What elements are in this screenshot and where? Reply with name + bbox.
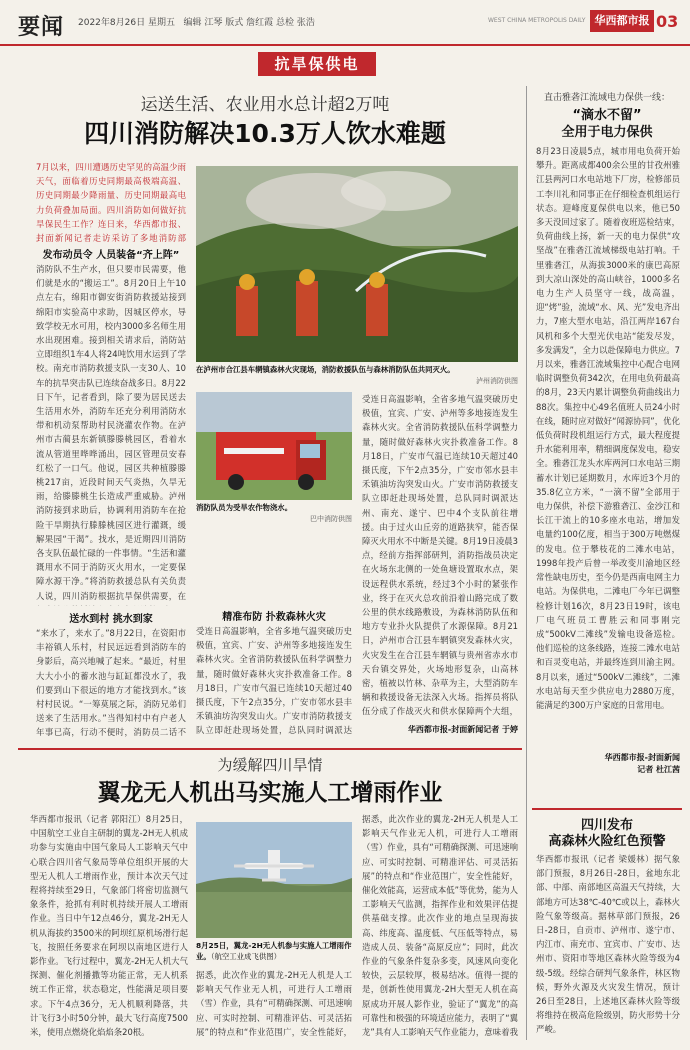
story2-kicker: 为缓解四川旱情 bbox=[217, 756, 323, 774]
story2-col3-text: 据悉，此次作业的翼龙-2H无人机是人工影响天气作业无人机，可进行人工增雨（雪）作业，具有“可精确探测、可迅速响应、可实时控制、可精准评估、可灵活拓展”的特点和“作业范围广，安全性能好，催化效能高，运营成本低”等优势，能为人工影响天气监测，指挥作业和效果评估提供基础支撑。此次作业的地点呈现海拔高、纬度高、温度低、气压低等特点，易造成人员、装备“高原反应”；同时，此次作业的气象条件复杂多变，风速风向变化较快，云层较厚，极易结冰。值得一提的是，创新性使用翼龙-2H大型无人机在高原成功开展人影作业，验证了“翼龙”的高可靠性和极强的环境适应能力，表明了“翼龙”具有人工影响天气作业能力，意味着我 bbox=[362, 814, 518, 1038]
side2-headline-1: 四川发布 bbox=[580, 818, 633, 833]
editors-line: 编辑 江琴 版式 詹红霞 总检 张浩 bbox=[183, 18, 315, 28]
story1-headline: 四川消防解决10.3万人饮水难题 bbox=[84, 119, 446, 148]
issue-date: 2022年8月26日 星期五 编辑 江琴 版式 詹红霞 总检 张浩 bbox=[78, 18, 315, 28]
photo-drone bbox=[196, 822, 352, 938]
side1-signature-1: 华西都市报-封面新闻 bbox=[604, 753, 680, 762]
story-divider bbox=[18, 748, 522, 750]
story1-col1b-text: “来水了，来水了。”8月22日，在资阳市丰裕镇人乐村，村民远远看到消防车的身影后，高兴地喊了起来。“最近，村里大大小小的蓄水池与缸缸都没水了，我们要到山下很远的地方才能找到水。”该村村民说。“一筹莫展之际，消防兄弟们送来了生活用水。”当得知村中有户老人年事已高，行动不便时，消防员二话不 bbox=[36, 628, 186, 738]
story2-col1-text: 华西都市报讯（记者 郭阳江）8月25日，中国航空工业自主研制的翼龙-2H无人机成功参与实施由中国气象局人工影响天气中心联合四川省气象局等单位组织开展的大型无人机人工增雨作业，预计本次天气过程将持续至29日，气象部门将密切监测气象条件，抢抓有利时机持续开展人工增雨作业。当日中午12点46分，翼龙-2H无人机从海拔约3500米的阿坝红原机场滑行起飞，按照任务要求在阿坝以南地区进行人影作业。飞行过程中，翼龙-2H无人机大气探测、催化剂播撒等功能正常，无人机系统工作正常，状态稳定，性能满足项目要求。下午4点36分，无人机顺利降落，共计飞行3小时50分钟，最大飞行高度7500米，使用点燃烧化焰焰条20根。 bbox=[30, 814, 188, 1038]
brand-english: WEST CHINA METROPOLIS DAILY bbox=[488, 17, 586, 24]
story2-headline: 翼龙无人机出马实施人工增雨作业 bbox=[97, 780, 443, 806]
page-number: 03 bbox=[656, 12, 679, 31]
topic-banner: 抗旱保供电 bbox=[258, 52, 376, 76]
photo-drone-caption: 8月25日，翼龙-2H无人机参与实施人工增雨作业。（航空工业成飞供图） bbox=[196, 941, 352, 961]
story1-col2b-text: 受连日高温影响，全省多地气温突破历史极值，宜宾、广安、泸州等多地接连发生森林火灾。全省消防救援队伍科学调整力量，随时做好森林火灾扑救准备工作。8月18日，广安市气温已连续10天超过40摄氏度，下午2点35分，广安市邻水县丰禾镇油坊沟突发山火。广安市消防救援支队立即赶赴现场处置，总队同时调派达 bbox=[196, 626, 352, 736]
side2-headline-2: 高森林火险红色预警 bbox=[548, 834, 666, 849]
column-divider bbox=[526, 86, 527, 1040]
side1-headline-1: “滴水不留” bbox=[572, 108, 642, 123]
story1-signature: 华西都市报-封面新闻记者 于婷 bbox=[407, 725, 518, 734]
story1-subhead-1: 发布动员令 人员装备“齐上阵” bbox=[42, 250, 180, 261]
side2-top-rule bbox=[532, 808, 682, 810]
story1-col1-text: 消防队不生产水，但只要市民需要，他们就是水的“搬运工”。8月20日上午10点左右，绵阳市御安街消防救援站接到绵阳市实验高中求助，因城区停水，导致学校无水可用，校内3000多名师生用水出现困难。接到相关请求后，消防站立即组织1车4人将24吨饮用水运到了学校。南充市消防救援支队一支30人、10车的抗旱突击队已连续奋战多日。8月22日下午，记者看到，除了要为居民送去生活用水外，消防车还充分利用消防水带和机动泵帮助村民浇灌农作物。在泸州市古蔺县东新镇滕滕桃园区，看着水流从管道里哗哗涌出，园区管理员安春红松了一口气。他说，园区共种植滕滕桃217亩，近段时间天气炎热，久旱无雨，给滕滕桃生长造成严重威胁。泸州消防接到求助后，协调利用消防车在抢险干旱期执行滕滕桃园区进行灌溉，缓解果园“干渴”。找水，是近期四川消防各支队伍最忙碌的一件事情。“生活和灌溉用水不同于消防灭火用水，一定要保障水源干净。”将消防救援总队有关负责人说，四川消防根据抗旱保供需要，在 bbox=[36, 264, 186, 601]
photo-fire-truck bbox=[196, 392, 352, 500]
story2-col2-text: 据悉，此次作业的翼龙-2H无人机是人工影响天气作业无人机，可进行人工增雨（雪）作业，具有“可精确探测、可迅速响应、可实时控制、可精准评估、可灵活拓展”的特点和“作业范围广，安全性能好， bbox=[196, 970, 352, 1037]
photo-forest-fire-credit: 泸州消防供图 bbox=[476, 377, 518, 385]
photo-drone-credit: （航空工业成飞供图） bbox=[210, 952, 282, 961]
side1-headline-2: 全用于电力保供 bbox=[561, 125, 653, 140]
story1-kicker: 运送生活、农业用水总计超2万吨 bbox=[140, 95, 390, 115]
newspaper-logo: 华西都市报 bbox=[590, 10, 654, 32]
side1-signature-2: 记者 杜江茜 bbox=[637, 765, 680, 774]
story1-col3-text: 受连日高温影响，全省多地气温突破历史极值，宜宾、广安、泸州等多地接连发生森林火灾。全省消防救援队伍科学调整力量，随时做好森林火灾扑救准备工作。8月18日，广安市气温已连续10天超过40摄氏度，下午2点35分，广安市邻水县丰禾镇油坊沟突发山火。广安市消防救援支队立即赶赴现场处置，总队同时调派达州、南充、遂宁、巴中4个支队前往增援。由于过火山丘旁的道路狭窄，能否保障灭火用水不中断是关键。8月19日凌晨3点，经前方指挥部研判，消防指战员决定在火场东北侧的一处鱼塘设置取水点，架设远程供水系统，经过3个小时的紧张作业，终于在灭火总攻前沿着山路完成了数公里的供水线路敷设，为森林消防队伍和地方专业扑火队提供了水源保障。8月21日，泸州市合江县车辋镇突发森林火灾，火灾发生在合江县车辋镇与贵州省赤水市天台镇交界处，火场地形复杂，山高林密，植被以竹林、杂草为主，大型消防车辆和救援设备无法深入火场。指挥员将队伍分成了作战灭火和供水保障两个大组， bbox=[362, 394, 518, 717]
photo-fire-truck-credit: 巴中消防供图 bbox=[310, 515, 352, 523]
side1-kicker: 直击雅砻江流域电力保供一线： bbox=[543, 93, 670, 103]
story1-subhead-2: 送水到村 挑水到家 bbox=[69, 614, 153, 625]
photo-fire-truck-caption: 消防队员为受旱农作物浇水。 bbox=[196, 503, 293, 512]
side1-text: 8月23日凌晨5点，城市用电负荷开始攀升。距离成都400余公里的甘孜州雅江县两河口水电站地下厂房，检修部员工李川礼和同事正在仔细检查机组运行状态。迎峰度夏保供电以来，他已50多天没回过家了。随着夜班巡检结束，负荷曲线上扬，新一天的电力保供“攻坚战”在雅砻江流域梯级电站打响。千里雅砻江，从海拔3000米的康巴高原到大凉山深处的高山峡谷，1000多名电力生产人员坚守一线，战高温，迎“烤”验，流域“水、风、光”发电齐出力，7座大型水电站，沿江两岸167台风机和多个大型光伏电站“能发尽发，多发满发”，全力以赴保障电力供应。7月以来，雅砻江流域集控中心配合电网临时调整负荷342次，在用电负荷最高的8月，23天内累计调整负荷曲线出力88次。集控中心49名值班人员24小时在线，随时应对做好“闻源协同”，优化低负荷时段机组运行方式，最大程度提升水能利用率，精细调度保发电，稳安全。雅砻江龙头水库两河口水电站三期蓄水计划已延期数月，水库近3个月的35.8亿立方米，“一滴不留”全部用于电力保供，补偿下游雅砻江、金沙江和长江干流上的10多座水电站，增加发电量约100亿度，相当于300万吨燃煤的发电。位于攀枝花的二滩水电站，1998年投产后曾一举改变川渝地区经常性缺电历史，至今仍是西南电网主力电站。为保供电，二滩电厂今年已调整检修计划16次，8月23日19时，该电厂电气班员工曹胜云和同事刚完成“500kV二滩线”发输电设备巡检。他们巡检的这条线路，连接二滩水电站和百灵变电站，并最终连到川渝主网。8月以来，通过“500kV二滩线”，二滩水电站每天至少供应电力2880万度，能满足约300万户家庭的日常用电。 bbox=[536, 146, 680, 710]
story1-lead: 7月以来，四川遭遇历史罕见的高温少雨天气，面临着历史同期最高极端高温、历史同期最少降雨量、历史同期最高电力负荷叠加局面。四川消防如何做好抗旱保民生工作？连日来，华西都市报、封面新闻记者走访采访了多地消防部 bbox=[36, 162, 186, 244]
side2-text: 华西都市报讯（记者 梁媛林）据气象部门预报，8月26日-28日，盆地东北部、中部、南部地区高温天气持续，大部地方可达38℃-40℃或以上，森林火险气象等级高。据林草部门预报，26日-28日，自贡市、泸州市、遂宁市、内江市、南充市、宜宾市、广安市、达州市、资阳市等地区森林火险等级为4级-5级。经综合研判气象条件，林区物候，野外火源及火灾发生情况，预计26日至28日，上述地区森林火险等级将维持在极高危险级别，防火形势十分严峻。 bbox=[536, 854, 680, 1035]
section-name: 要闻 bbox=[18, 14, 65, 40]
photo-forest-fire-caption: 在泸州市合江县车辋镇森林火灾现场，消防救援队伍与森林消防队伍共同灭火。 bbox=[196, 365, 455, 374]
story1-subhead-3: 精准布防 扑救森林火灾 bbox=[222, 612, 326, 623]
photo-forest-fire bbox=[196, 166, 518, 362]
